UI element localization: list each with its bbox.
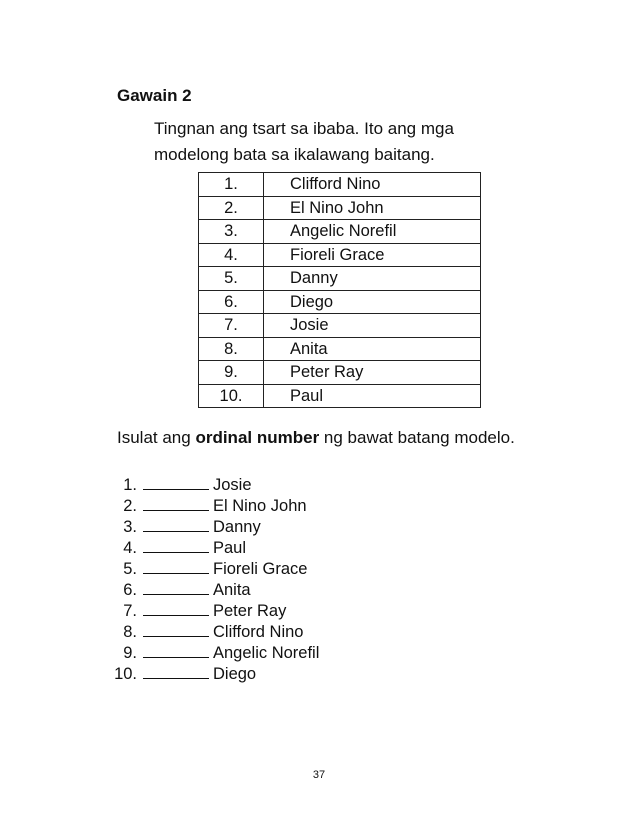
chart-row <box>199 243 481 267</box>
answer-blank[interactable] <box>143 538 209 553</box>
chart-row-name: Peter Ray <box>264 361 481 385</box>
chart-row <box>199 337 481 361</box>
instruction-before: Isulat ang <box>117 428 196 447</box>
answer-item <box>107 496 319 517</box>
answer-item <box>107 622 319 643</box>
answer-number: 9. <box>123 644 137 662</box>
answer-blank[interactable] <box>143 475 209 490</box>
chart-row-name: Paul <box>264 384 481 408</box>
chart-row-number: 10. <box>199 384 264 408</box>
chart-row-number: 6. <box>199 290 264 314</box>
chart-row <box>199 361 481 385</box>
activity-title: Gawain 2 <box>117 86 192 105</box>
answer-child-name: Fioreli Grace <box>213 560 308 578</box>
answer-child-name: Josie <box>213 476 252 494</box>
answer-child-name: Angelic Norefil <box>213 644 320 662</box>
answer-blank[interactable] <box>143 496 209 511</box>
answer-blank[interactable] <box>143 643 209 658</box>
chart-row-name: Angelic Norefil <box>264 220 481 244</box>
chart-row-number: 4. <box>199 243 264 267</box>
answer-number: 2. <box>123 497 137 515</box>
intro-line-1: Tingnan ang tsart sa ibaba. Ito ang mga <box>154 119 454 138</box>
answer-blank[interactable] <box>143 622 209 637</box>
answer-child-name: Danny <box>213 518 261 536</box>
answer-blank[interactable] <box>143 517 209 532</box>
answer-child-name: Diego <box>213 665 257 683</box>
answer-blank[interactable] <box>143 580 209 595</box>
chart-row-number: 8. <box>199 337 264 361</box>
intro-line-2: modelong bata sa ikalawang baitang. <box>154 145 435 164</box>
answer-child-name: El Nino John <box>213 497 307 515</box>
chart-row-name: Danny <box>264 267 481 291</box>
answer-blank[interactable] <box>143 559 209 574</box>
answer-item <box>107 559 319 580</box>
chart-row-name: Josie <box>264 314 481 338</box>
answer-number: 7. <box>123 602 137 620</box>
children-chart <box>198 172 481 408</box>
chart-row <box>199 196 481 220</box>
answer-number: 4. <box>123 539 137 557</box>
instruction-bold: ordinal number <box>195 428 320 447</box>
chart-row <box>199 173 481 197</box>
answer-number: 10. <box>114 665 137 683</box>
answer-item <box>107 475 319 496</box>
chart-row <box>199 290 481 314</box>
chart-row-name: Clifford Nino <box>264 173 481 197</box>
answer-blank[interactable] <box>143 601 209 616</box>
answer-child-name: Clifford Nino <box>213 623 304 641</box>
instruction-after: ng bawat batang modelo. <box>319 428 515 447</box>
answer-number: 6. <box>123 581 137 599</box>
instructions-paragraph <box>154 116 574 168</box>
answer-item <box>107 643 319 664</box>
chart-row-number: 7. <box>199 314 264 338</box>
answer-number: 3. <box>123 518 137 536</box>
chart-row-number: 5. <box>199 267 264 291</box>
page-number: 37 <box>312 769 326 781</box>
answer-blank[interactable] <box>143 664 209 679</box>
task-instruction <box>117 428 515 448</box>
answer-item <box>107 601 319 622</box>
answer-number: 8. <box>123 623 137 641</box>
answer-item <box>107 664 319 685</box>
answer-item <box>107 538 319 559</box>
answer-item <box>107 580 319 601</box>
answer-child-name: Anita <box>213 581 251 599</box>
chart-row-name: Diego <box>264 290 481 314</box>
answer-child-name: Paul <box>213 539 247 557</box>
chart-row-number: 2. <box>199 196 264 220</box>
chart-row-number: 9. <box>199 361 264 385</box>
chart-row <box>199 220 481 244</box>
answer-list <box>107 475 319 685</box>
chart-row-name: Anita <box>264 337 481 361</box>
answer-item <box>107 517 319 538</box>
answer-child-name: Peter Ray <box>213 602 287 620</box>
answer-number: 1. <box>123 476 137 494</box>
answer-number: 5. <box>123 560 137 578</box>
chart-row <box>199 384 481 408</box>
chart-row-number: 1. <box>199 173 264 197</box>
chart-row-name: El Nino John <box>264 196 481 220</box>
chart-row-number: 3. <box>199 220 264 244</box>
chart-row-name: Fioreli Grace <box>264 243 481 267</box>
chart-row <box>199 267 481 291</box>
chart-row <box>199 314 481 338</box>
